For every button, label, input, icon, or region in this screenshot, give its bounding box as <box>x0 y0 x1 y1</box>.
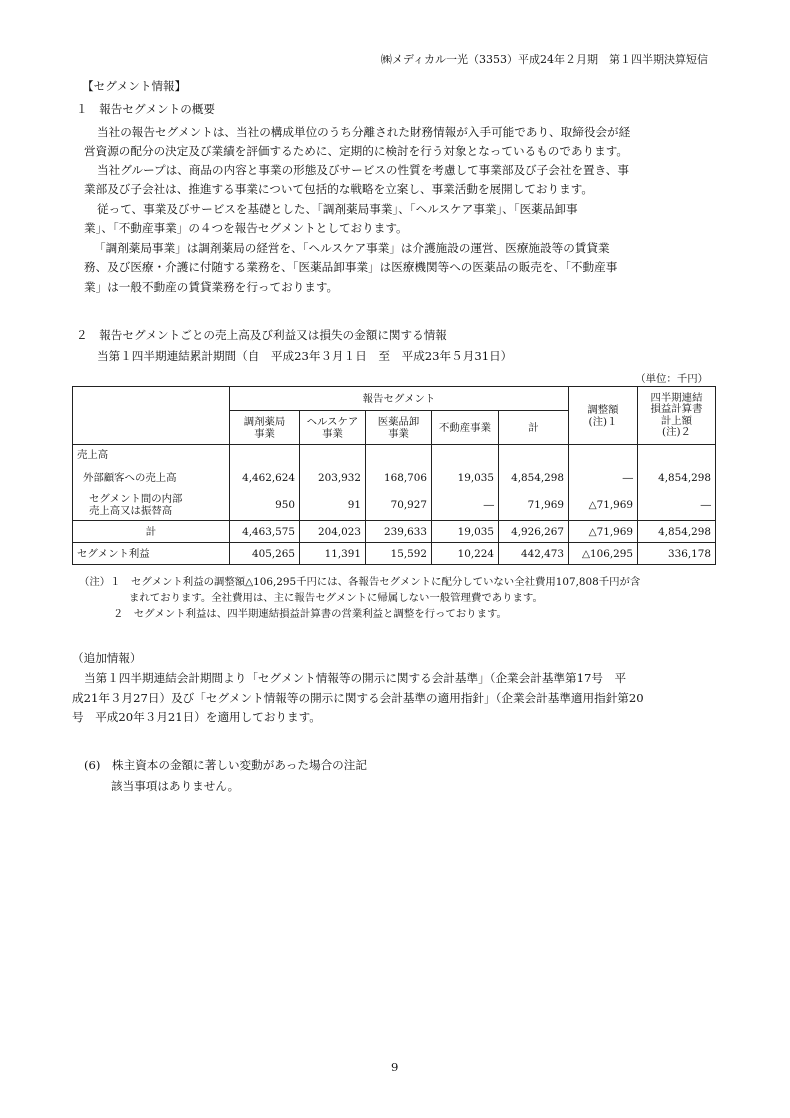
s1-line: 当社グループは、商品の内容と事業の形態及びサービスの性質を考慮して事業部及び子会社を置き、事 <box>97 163 629 177</box>
s2-heading: ２ 報告セグメントごとの売上高及び利益又は損失の金額に関する情報 <box>76 328 447 342</box>
s1-line: 「調剤薬局事業」は調剤薬局の経営を、「ヘルスケア事業」は介護施設の運営、医療施設等の賃貸業 <box>94 241 610 255</box>
additional-title: （追加情報） <box>72 651 142 665</box>
col-header: 計 <box>499 411 569 445</box>
s1-line: 務、及び医療・介護に付随する業務を、「医薬品卸事業」は医療機関等への医薬品の販売を、「不動産事 <box>84 260 618 274</box>
note-line: （注）１ セグメント利益の調整額△106,295千円には、各報告セグメントに配分していない全社費用107,808千円が含 <box>79 576 641 588</box>
s1-line: 業部及び子会社は、推進する事業について包括的な戦略を立案し、事業活動を展開しております。 <box>84 182 593 196</box>
group-header: 報告セグメント <box>230 387 569 411</box>
col-header: ヘルスケア 事業 <box>300 411 366 445</box>
s2-period: 当第１四半期連結累計期間（自 平成23年３月１日 至 平成23年５月31日） <box>97 349 513 363</box>
note-line: まれております。全社費用は、主に報告セグメントに帰属しない一般管理費であります。 <box>129 592 543 604</box>
additional-line: 当第１四半期連結会計期間より「セグメント情報等の開示に関する会計基準」（企業会計基準第17号 平 <box>84 671 627 685</box>
note-line: ２ セグメント利益は、四半期連結損益計算書の営業利益と調整を行っております。 <box>113 608 507 620</box>
table-corner <box>73 387 230 445</box>
col-header: 不動産事業 <box>432 411 499 445</box>
s1-line: 業」は一般不動産の賃貸業務を行っております。 <box>84 280 339 294</box>
cons-header: 四半期連結 損益計算書 計上額 (注)２ <box>638 387 716 445</box>
s6-heading: (6) 株主資本の金額に著しい変動があった場合の注記 <box>84 758 367 772</box>
additional-line: 成21年３月27日）及び「セグメント情報等の開示に関する会計基準の適用指針」（企業会計基準適用指針第20 <box>72 691 644 705</box>
table-row: 計 4,463,575 204,023 239,633 19,035 4,926,267 △71,969 4,854,298 <box>73 521 716 543</box>
s1-heading: １ 報告セグメントの概要 <box>76 102 216 116</box>
s1-line: 業」、「不動産事業」の４つを報告セグメントとしております。 <box>84 221 408 235</box>
s1-line: 営資源の配分の決定及び業績を評価するために、定期的に検討を行う対象となっているものであります。 <box>84 144 628 158</box>
section-title: 【セグメント情報】 <box>82 79 187 93</box>
col-header: 医薬品卸 事業 <box>366 411 432 445</box>
table-row: 外部顧客への売上高 4,462,624 203,932 168,706 19,035 4,854,298 ― 4,854,298 <box>73 465 716 491</box>
table-row: セグメント間の内部 売上高又は振替高 950 91 70,927 ― 71,969 △71,969 ― <box>73 491 716 521</box>
s1-line: 当社の報告セグメントは、当社の構成単位のうち分離された財務情報が入手可能であり、取締役会が経 <box>97 125 631 139</box>
unit-label: （単位：千円） <box>635 373 708 385</box>
page-header: ㈱メディカル一光（3353）平成24年２月期 第１四半期決算短信 <box>380 53 708 66</box>
adj-header: 調整額 (注)１ <box>569 387 638 445</box>
s6-body: 該当事項はありません。 <box>111 779 240 793</box>
page-number: 9 <box>391 1060 399 1074</box>
additional-line: 号 平成20年３月21日）を適用しております。 <box>72 710 321 724</box>
segment-table <box>72 386 716 565</box>
table-row: セグメント利益 405,265 11,391 15,592 10,224 442,473 △106,295 336,178 <box>73 543 716 565</box>
sales-label: 売上高 <box>73 445 230 465</box>
col-header: 調剤薬局 事業 <box>230 411 300 445</box>
s1-line: 従って、事業及びサービスを基礎とした、「調剤薬局事業」、「ヘルスケア事業」、「医薬品卸事 <box>97 202 578 216</box>
